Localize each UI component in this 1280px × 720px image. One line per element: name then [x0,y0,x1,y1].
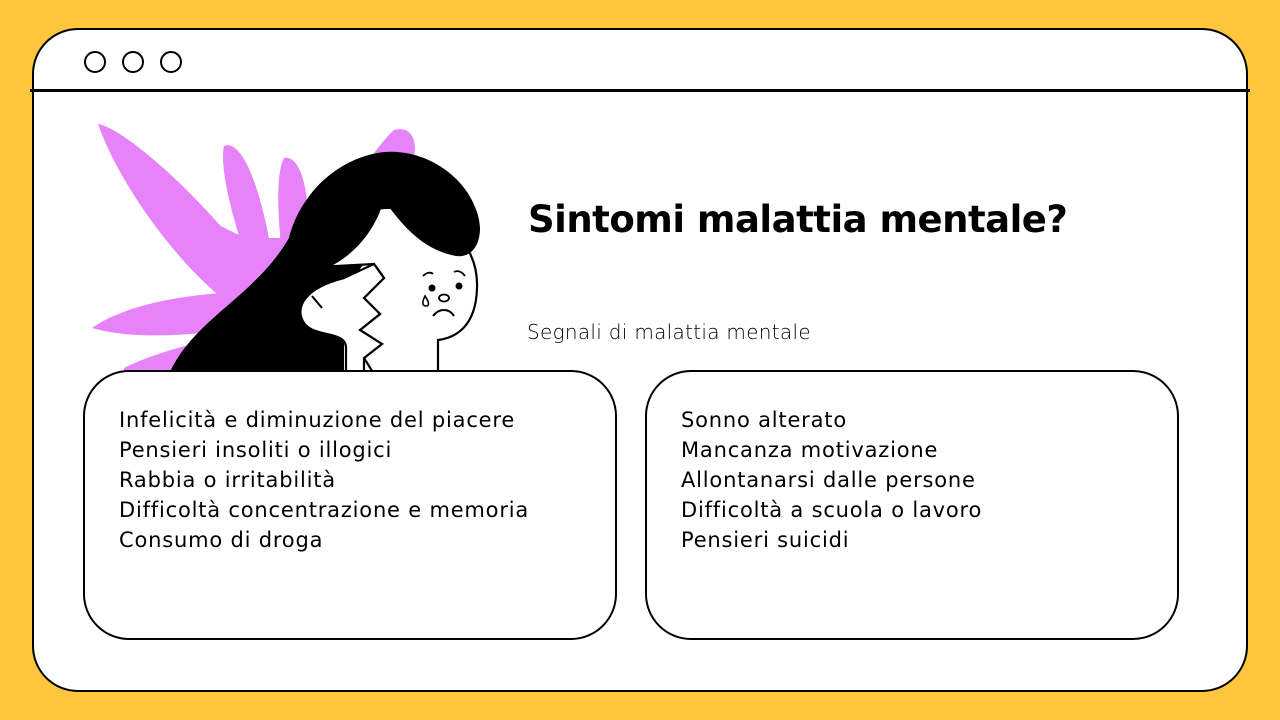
list-item: Allontanarsi dalle persone [681,468,976,492]
list-item: Sonno alterato [681,408,847,432]
page-subtitle: Segnali di malattia mentale [527,320,811,344]
symptoms-list-left [119,405,529,555]
symptoms-list-right [681,405,982,555]
list-item: Pensieri insoliti o illogici [119,438,393,462]
window-dot-1-icon[interactable] [84,51,106,73]
list-item: Rabbia o irritabilità [119,468,336,492]
list-item: Consumo di droga [119,528,324,552]
page-title: Sintomi malattia mentale? [528,198,1068,241]
symptoms-card-right [645,370,1179,640]
list-item: Pensieri suicidi [681,528,850,552]
window-controls [84,51,182,73]
symptoms-card-left [83,370,617,640]
crying-girl-illustration [84,118,504,374]
window-dot-2-icon[interactable] [122,51,144,73]
header-divider [30,89,1250,92]
list-item: Difficoltà a scuola o lavoro [681,498,983,522]
window-dot-3-icon[interactable] [160,51,182,73]
list-item: Infelicità e diminuzione del piacere [119,408,516,432]
list-item: Mancanza motivazione [681,438,939,462]
list-item: Difficoltà concentrazione e memoria [119,498,530,522]
